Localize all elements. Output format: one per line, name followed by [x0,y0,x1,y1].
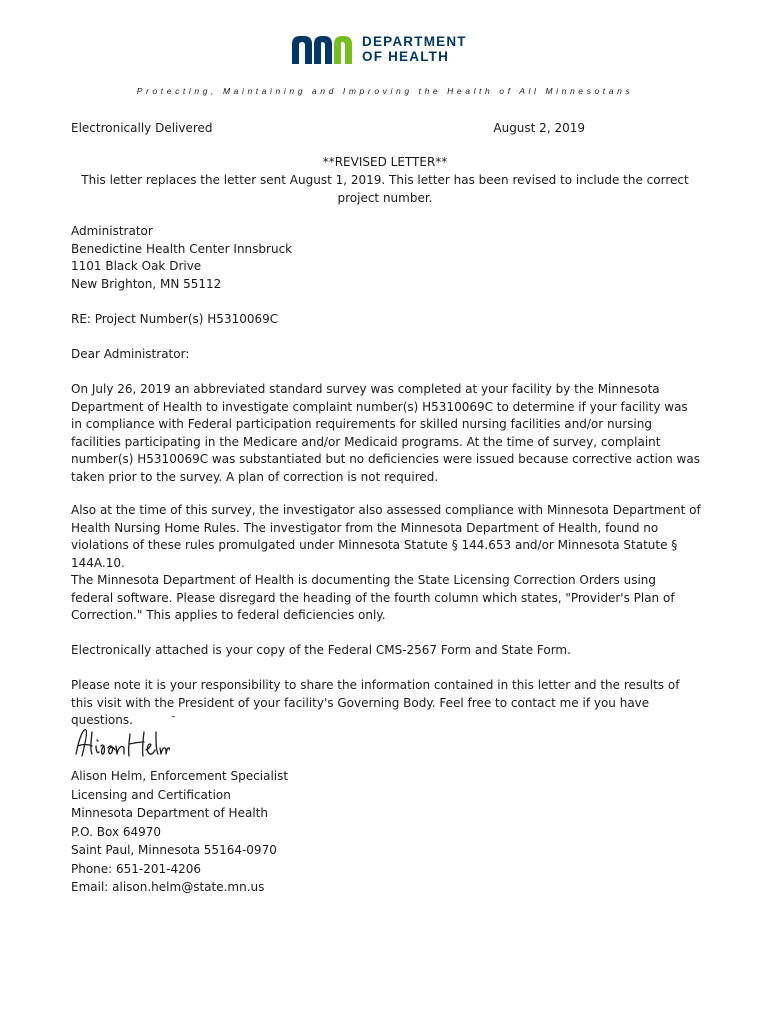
logo-line-2: OF HEALTH [362,49,450,64]
re-line: RE: Project Number(s) H5310069C [71,312,279,326]
signature-mark [172,716,175,717]
delivery-method: Electronically Delivered [71,121,213,135]
address-line: 1101 Black Oak Drive [71,259,202,273]
mn-logo-icon [290,34,354,64]
revised-note: This letter replaces the letter sent August 1, 2019. This letter has been revised to include the correct project number. [81,173,689,205]
signoff-city: Saint Paul, Minnesota 55164-0970 [71,843,277,857]
paragraph-responsibility: Please note it is your responsibility to share the information contained in this letter and the results of this visit with the President of your facility's Governing Body. Feel free to contact me if you have questions. [71,678,680,727]
signature-image [70,724,170,764]
recipient-address [71,223,701,293]
signoff-phone: Phone: 651-201-4206 [71,861,202,876]
tagline: Protecting, Maintaining and Improving the Health of All Minnesotans [136,86,634,96]
letter-date: August 2, 2019 [493,121,585,135]
signoff-block [71,767,701,897]
paragraph-rules: Also at the time of this survey, the investigator also assessed compliance with Minnesota Department of Health Nursing Home Rules. The investigator from the Minnesota Department of Health, found no violations of these rules promulgated under Minnesota Statute § 144.653 and/or Minnesota Statute § 144A.10. [71,503,701,570]
address-line: Benedictine Health Center Innsbruck [71,241,293,256]
signoff-pobox: P.O. Box 64970 [71,824,162,839]
salutation: Dear Administrator: [71,347,190,361]
signoff-unit: Licensing and Certification [71,787,231,802]
signoff-dept: Minnesota Department of Health [71,806,268,820]
paragraph-survey: On July 26, 2019 an abbreviated standard survey was completed at your facility by the Minnesota Department of Health to investigate complaint number(s) H5310069C to determine if your facility was in compliance with Federal participation requirements for skilled nursing facilities and/or nursing facilities participating in the Medicare and/or Medicaid programs. At the time of survey, complaint number(s) H5310069C was substantiated but no deficiencies were issued because corrective action was taken prior to the survey. A plan of correction is not required. [71,382,700,484]
mdh-logo [290,34,467,64]
signoff-email: Email: alison.helm@state.mn.us [71,880,265,894]
address-line: Administrator [71,224,153,238]
paragraph-attachment: Electronically attached is your copy of the Federal CMS-2567 Form and State Form. [71,643,571,657]
paragraph-software: The Minnesota Department of Health is documenting the State Licensing Correction Orders using federal software. Please disregard the heading of the fourth column which states, "Provider's Plan of Correction." This applies to federal deficiencies only. [71,573,675,622]
address-line: New Brighton, MN 55112 [71,276,222,291]
logo-line-1: DEPARTMENT [362,34,467,49]
logo-text [362,34,467,64]
signoff-name: Alison Helm, Enforcement Specialist [71,769,289,783]
revised-title: **REVISED LETTER** [322,155,448,169]
